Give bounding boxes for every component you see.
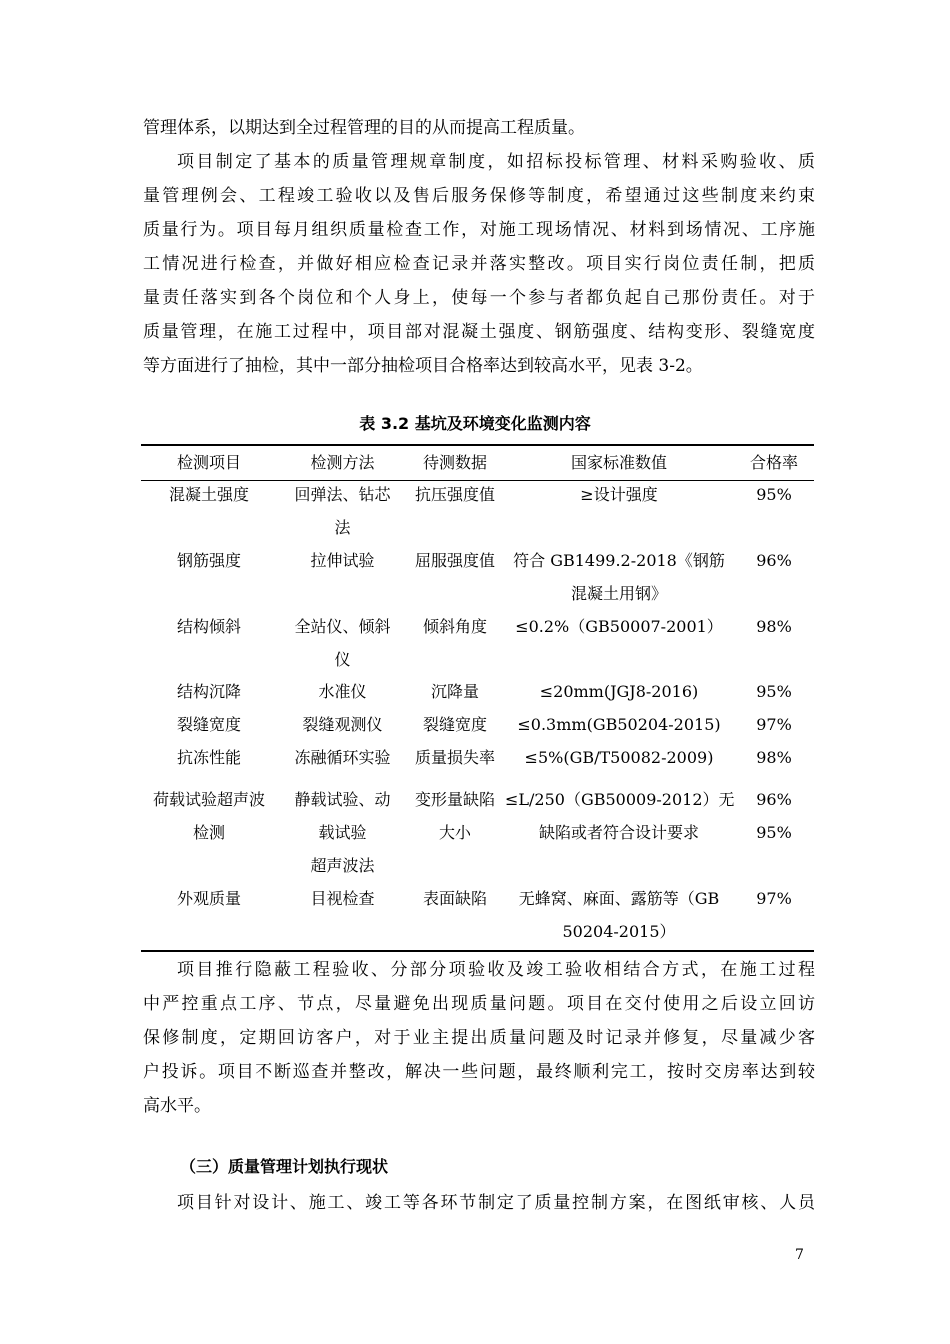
- header-cell-standard: 国家标准数值: [570, 453, 667, 472]
- cell-data: 变形量缺陷 大小: [414, 790, 495, 842]
- cell-standard: ≤L/250（GB50009-2012）无 缺陷或者符合设计要求: [505, 790, 735, 842]
- cell-rate: 98%: [756, 748, 792, 767]
- cell-data: 倾斜角度: [422, 617, 487, 636]
- section-heading: （三）质量管理计划执行现状: [180, 1157, 389, 1176]
- paragraph-line: 量责任落实到各个岗位和个人身上，使每一个参与者都负起自己那份责任。对于: [143, 288, 815, 308]
- page-number: 7: [795, 1247, 804, 1263]
- paragraph-line: 工情况进行检查，并做好相应检查记录并落实整改。项目实行岗位责任制，把质: [143, 254, 815, 274]
- cell-standard: ≤0.2%（GB50007-2001）: [515, 617, 723, 636]
- cell-standard: 符合 GB1499.2-2018《钢筋 混凝土用钢》: [513, 551, 725, 603]
- cell-data: 质量损失率: [414, 748, 495, 767]
- cell-data: 沉降量: [430, 682, 479, 701]
- cell-item: 裂缝宽度: [176, 715, 241, 734]
- cell-item: 结构倾斜: [176, 617, 241, 636]
- cell-rate: 96%: [756, 551, 792, 570]
- paragraph-line: 项目推行隐蔽工程验收、分部分项验收及竣工验收相结合方式，在施工过程: [177, 960, 815, 980]
- cell-item: 混凝土强度: [168, 485, 249, 504]
- cell-method: 冻融循环实验: [294, 748, 391, 767]
- cell-data: 表面缺陷: [422, 889, 487, 908]
- header-cell-rate: 合格率: [749, 453, 798, 472]
- cell-rate: 96% 95%: [756, 790, 792, 842]
- paragraph-quality-rules: [143, 145, 815, 383]
- cell-data: 抗压强度值: [414, 485, 495, 504]
- cell-standard: ≤20mm(JGJ8-2016): [539, 682, 699, 701]
- cell-method: 水准仪: [318, 682, 367, 701]
- table-bottom-rule: [141, 950, 814, 952]
- paragraph-line: 等方面进行了抽检，其中一部分抽检项目合格率达到较高水平，见表 3-2。: [143, 356, 703, 376]
- cell-standard: 无蜂窝、麻面、露筋等（GB 50204-2015）: [518, 889, 720, 941]
- table-caption: 表 3.2 基坑及环境变化监测内容: [359, 414, 591, 433]
- paragraph-continued: [143, 111, 815, 145]
- cell-standard: ≤5%(GB/T50082-2009): [524, 748, 714, 767]
- paragraph-plan: [143, 1186, 815, 1220]
- cell-method: 回弹法、钻芯 法: [294, 485, 391, 537]
- paragraph-line: 中严控重点工序、节点，尽量避免出现质量问题。项目在交付使用之后设立回访: [143, 994, 815, 1014]
- cell-rate: 95%: [756, 682, 792, 701]
- paragraph-line: 项目制定了基本的质量管理规章制度，如招标投标管理、材料采购验收、质: [177, 152, 815, 172]
- cell-rate: 98%: [756, 617, 792, 636]
- paragraph-line: 项目针对设计、施工、竣工等各环节制定了质量控制方案，在图纸审核、人员: [177, 1193, 815, 1213]
- header-cell-data: 待测数据: [422, 453, 487, 472]
- cell-method: 目视检查: [310, 889, 375, 908]
- cell-item: 抗冻性能: [176, 748, 241, 767]
- cell-data: 屈服强度值: [414, 551, 495, 570]
- paragraph-line: 户投诉。项目不断巡查并整改，解决一些问题，最终顺利完工，按时交房率达到较: [143, 1062, 815, 1082]
- paragraph-line: 高水平。: [143, 1096, 211, 1116]
- cell-item: 外观质量: [176, 889, 241, 908]
- header-cell-method: 检测方法: [310, 453, 375, 472]
- cell-method: 拉伸试验: [310, 551, 375, 570]
- cell-rate: 97%: [756, 715, 792, 734]
- paragraph-line: 管理体系，以期达到全过程管理的目的从而提高工程质量。: [143, 118, 585, 138]
- cell-rate: 97%: [756, 889, 792, 908]
- paragraph-line: 量管理例会、工程竣工验收以及售后服务保修等制度，希望通过这些制度来约束: [143, 186, 815, 206]
- cell-rate: 95%: [756, 485, 792, 504]
- paragraph-line: 质量行为。项目每月组织质量检查工作，对施工现场情况、材料到场情况、工序施: [143, 220, 815, 240]
- cell-standard: ≥设计强度: [580, 485, 658, 504]
- paragraph-line: 保修制度，定期回访客户，对于业主提出质量问题及时记录并修复，尽量减少客: [143, 1028, 815, 1048]
- cell-data: 裂缝宽度: [422, 715, 487, 734]
- cell-standard: ≤0.3mm(GB50204-2015): [517, 715, 721, 734]
- cell-item: 结构沉降: [176, 682, 241, 701]
- cell-method: 静载试验、动 载试验 超声波法: [294, 790, 391, 875]
- cell-item: 钢筋强度: [176, 551, 241, 570]
- cell-method: 全站仪、倾斜 仪: [294, 617, 391, 669]
- cell-method: 裂缝观测仪: [302, 715, 383, 734]
- paragraph-acceptance: [143, 953, 815, 1123]
- header-cell-item: 检测项目: [176, 453, 241, 472]
- cell-item: 荷载试验超声波 检测: [152, 790, 265, 842]
- paragraph-line: 质量管理，在施工过程中，项目部对混凝土强度、钢筋强度、结构变形、裂缝宽度: [143, 322, 815, 342]
